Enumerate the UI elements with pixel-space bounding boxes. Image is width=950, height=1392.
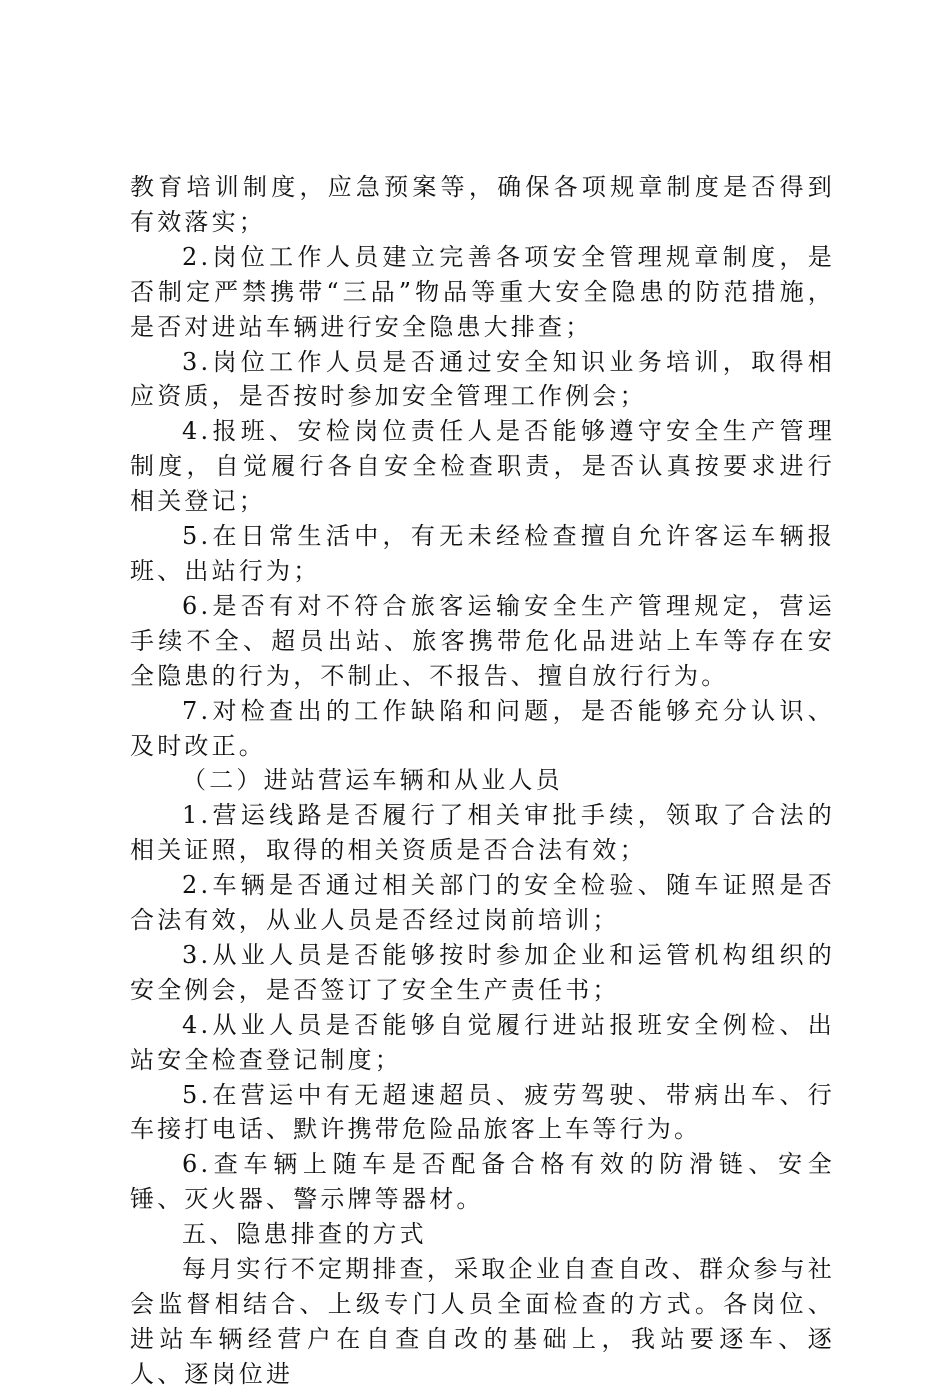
paragraph-item-6: 6.是否有对不符合旅客运输安全生产管理规定，营运手续不全、超员出站、旅客携带危化品进站上车等存在安全隐患的行为，不制止、不报告、擅自放行行为。 xyxy=(130,591,835,690)
paragraph-item-4: 4.报班、安检岗位责任人是否能够遵守安全生产管理制度，自觉履行各自安全检查职责，是否认真按要求进行相关登记； xyxy=(130,417,835,516)
paragraph-vehicle-item-1: 1.营运线路是否履行了相关审批手续，领取了合法的相关证照，取得的相关资质是否合法有效； xyxy=(130,801,835,865)
paragraph-vehicle-item-4: 4.从业人员是否能够自觉履行进站报班安全例检、出站安全检查登记制度； xyxy=(130,1010,835,1074)
paragraph-item-5: 5.在日常生活中，有无未经检查擅自允许客运车辆报班、出站行为； xyxy=(130,522,835,585)
section-heading-methods: 五、隐患排查的方式 xyxy=(182,1220,427,1249)
paragraph-vehicle-item-2: 2.车辆是否通过相关部门的安全检验、随车证照是否合法有效，从业人员是否经过岗前培训； xyxy=(130,871,835,935)
paragraph-vehicle-item-6: 6.查车辆上随车是否配备合格有效的防滑链、安全锤、灭火器、警示牌等器材。 xyxy=(130,1150,835,1214)
paragraph-item-3: 3.岗位工作人员是否通过安全知识业务培训，取得相应资质，是否按时参加安全管理工作例会； xyxy=(130,347,835,411)
paragraph-item-2: 2.岗位工作人员建立完善各项安全管理规章制度，是否制定严禁携带“三品”物品等重大安全隐患的防范措施，是否对进站车辆进行安全隐患大排查； xyxy=(130,242,835,341)
paragraph-methods-body: 每月实行不定期排查，采取企业自查自改、群众参与社会监督相结合、上级专门人员全面检查的方式。各岗位、进站车辆经营户在自查自改的基础上，我站要逐车、逐人、逐岗位进 xyxy=(130,1255,835,1388)
paragraph-item-7: 7.对检查出的工作缺陷和问题，是否能够充分认识、及时改正。 xyxy=(130,696,835,760)
paragraph-vehicle-item-5: 5.在营运中有无超速超员、疲劳驾驶、带病出车、行车接打电话、默许携带危险品旅客上车等行为。 xyxy=(130,1080,835,1144)
paragraph-vehicle-item-3: 3.从业人员是否能够按时参加企业和运管机构组织的安全例会，是否签订了安全生产责任书； xyxy=(130,940,835,1004)
section-heading-vehicles: （二）进站营运车辆和从业人员 xyxy=(182,766,563,795)
document-page xyxy=(130,170,835,1392)
paragraph-continuation: 教育培训制度，应急预案等，确保各项规章制度是否得到有效落实； xyxy=(130,173,835,236)
